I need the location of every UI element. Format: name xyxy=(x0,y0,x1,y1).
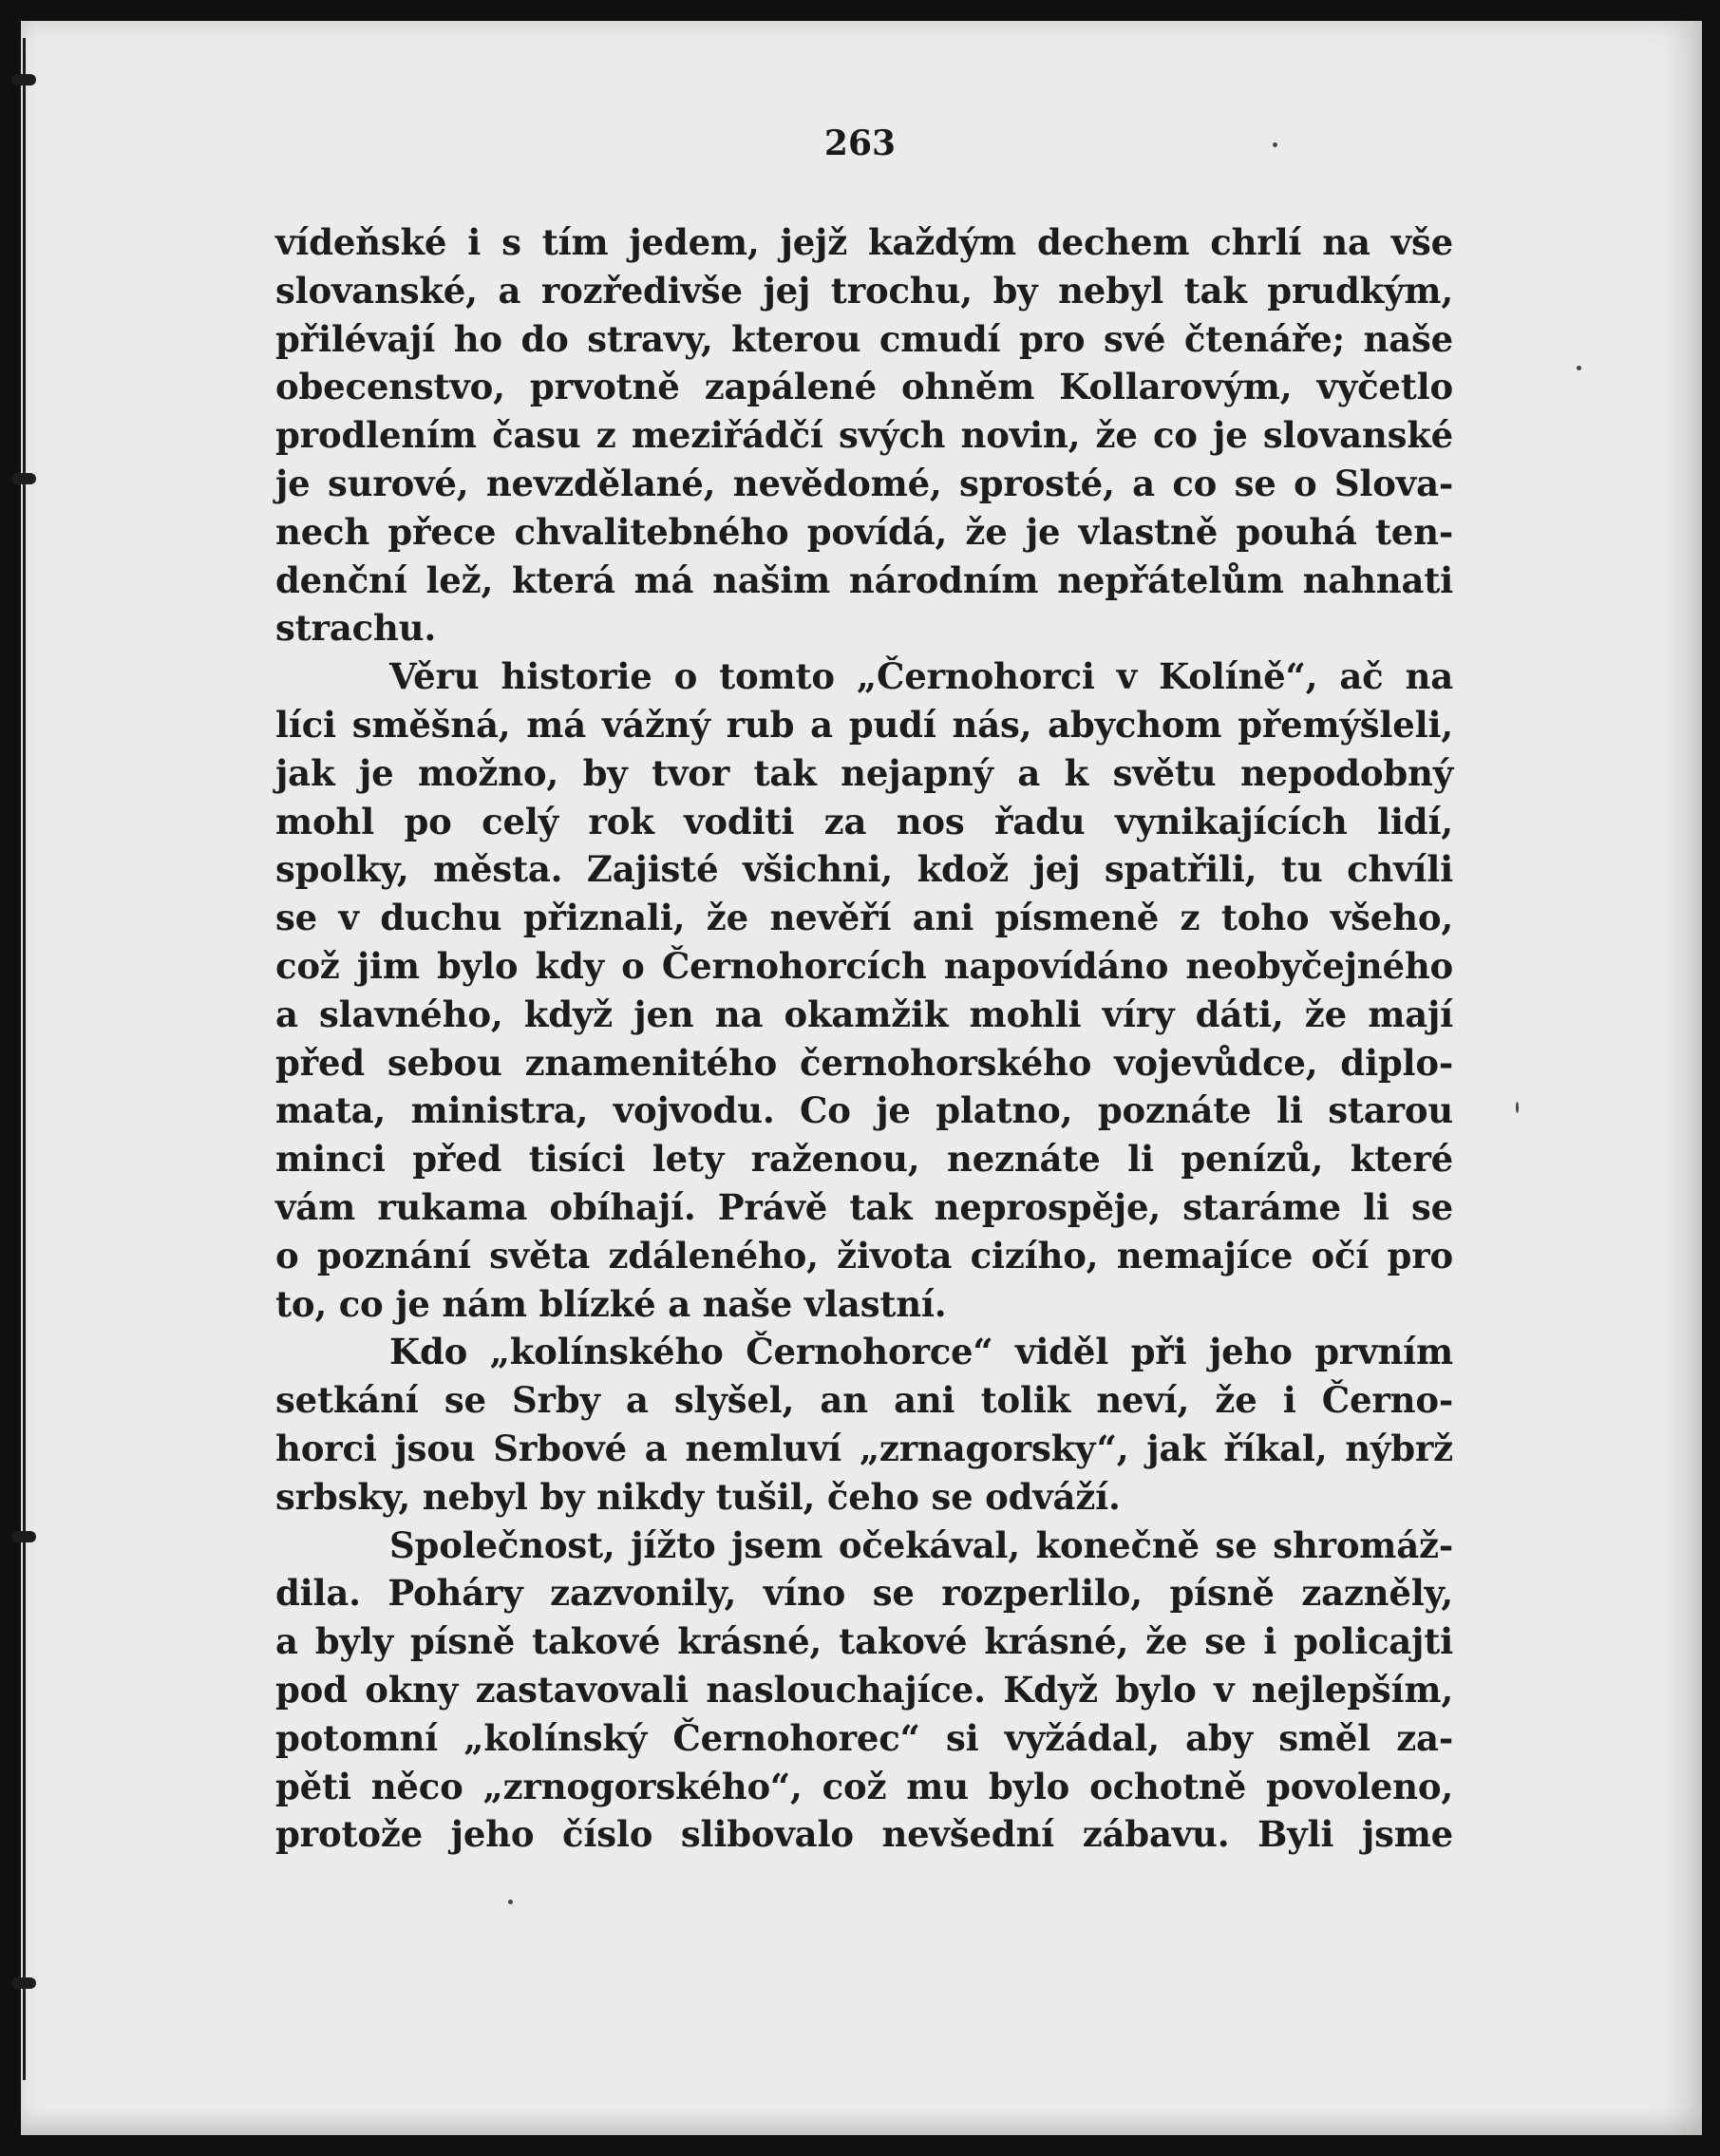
text-line: je surové, nevzdělané, nevědomé, sprosté, a co se o Slova- xyxy=(275,462,1453,504)
text-line: setkání se Srby a slyšel, an ani tolik neví, že i Černo- xyxy=(275,1379,1453,1422)
text-line: denční lež, která má našim národním nepřátelům nahnati xyxy=(275,558,1453,601)
text-line: prodlením času z meziřádčí svých novin, že co je slovanské xyxy=(275,414,1453,457)
text-line: Kdo „kolínského Černohorce“ viděl při jeho prvním xyxy=(389,1331,1453,1373)
text-line: a byly písně takové krásné, takové krásné, že se i policajti xyxy=(275,1620,1453,1663)
text-line: což jim bylo kdy o Černohorcích napovídáno neobyčejného xyxy=(275,944,1453,987)
text-line: horci jsou Srbové a nemluví „zrnagorsky“, jak říkal, nýbrž xyxy=(275,1427,1453,1469)
text-line: o poznání světa zdáleného, života cizího, nemajíce očí pro xyxy=(275,1234,1453,1277)
text-line: obecenstvo, prvotně zapálené ohněm Kollarovým, vyčetlo xyxy=(275,366,1453,408)
text-line: Společnost, jížto jsem očekával, konečně se shromáž- xyxy=(389,1523,1453,1566)
text-line: jak je možno, by tvor tak nejapný a k světu nepodobný xyxy=(275,751,1453,794)
text-line: to, co je nám blízké a naše vlastní. xyxy=(275,1282,947,1325)
dust-speck xyxy=(1516,1102,1519,1113)
dust-speck xyxy=(1577,366,1581,370)
body-text xyxy=(275,218,1453,1859)
text-line: pod okny zastavovali naslouchajíce. Když bylo v nejlepším, xyxy=(275,1668,1453,1711)
text-line: vám rukama obíhají. Právě tak neprospěje, staráme li se xyxy=(275,1185,1453,1228)
text-line: líci směšná, má vážný rub a pudí nás, abychom přemýšleli, xyxy=(275,703,1453,746)
text-line: se v duchu přiznali, že nevěří ani písmeně z toho všeho, xyxy=(275,897,1453,939)
text-line: vídeňské i s tím jedem, jejž každým dechem chrlí na vše xyxy=(275,221,1453,263)
text-line: přilévají ho do stravy, kterou cmudí pro své čtenáře; naše xyxy=(275,317,1453,360)
binding-mark xyxy=(11,74,36,85)
text-line: mohl po celý rok voditi za nos řadu vynikajících lidí, xyxy=(275,800,1453,842)
binding-edge xyxy=(23,38,26,2080)
text-line: mata, ministra, vojvodu. Co je platno, poznáte li starou xyxy=(275,1089,1453,1132)
text-line: spolky, města. Zajisté všichni, kdož jej spatřili, tu chvíli xyxy=(275,848,1453,891)
dust-speck xyxy=(508,1900,513,1904)
text-line: dila. Poháry zazvonily, víno se rozperlilo, písně zazněly, xyxy=(275,1572,1453,1615)
text-line: před sebou znamenitého černohorského vojevůdce, diplo- xyxy=(275,1041,1453,1084)
text-line: nech přece chvalitebného povídá, že je vlastně pouhá ten- xyxy=(275,510,1453,553)
text-line: potomní „kolínský Černohorec“ si vyžádal, aby směl za- xyxy=(275,1716,1453,1759)
text-line: strachu. xyxy=(275,607,437,650)
text-line: Věru historie o tomto „Černohorci v Kolíně“, ač na xyxy=(389,655,1453,698)
binding-mark xyxy=(11,1531,36,1542)
text-line: pěti něco „zrnogorského“, což mu bylo ochotně povoleno, xyxy=(275,1765,1453,1807)
page-number: 263 xyxy=(823,123,897,163)
text-line: a slavného, když jen na okamžik mohli víry dáti, že mají xyxy=(275,993,1453,1035)
text-line: protože jeho číslo slibovalo nevšední zábavu. Byli jsme xyxy=(275,1813,1453,1856)
binding-mark xyxy=(11,473,36,484)
text-line: minci před tisíci lety raženou, neznáte li penízů, které xyxy=(275,1138,1453,1181)
text-line: slovanské, a rozředivše jej trochu, by nebyl tak prudkým, xyxy=(275,269,1453,312)
binding-mark xyxy=(11,1977,36,1989)
text-line: srbsky, nebyl by nikdy tušil, čeho se odváží. xyxy=(275,1475,1121,1518)
